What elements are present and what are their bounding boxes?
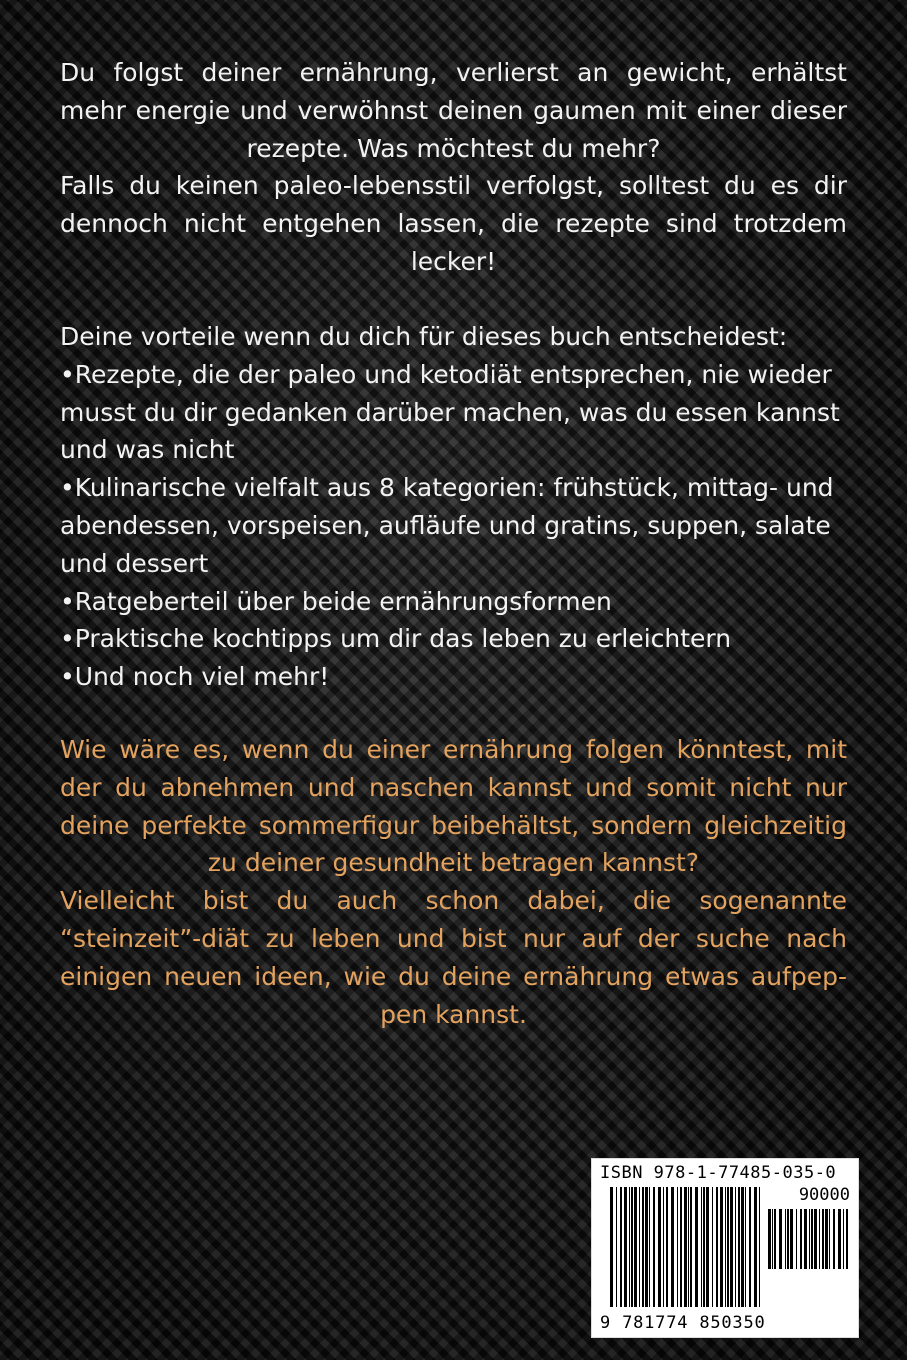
barcode-bar <box>833 1209 835 1269</box>
benefit-item: • Ratgeberteil über beide ernährungsformen <box>60 583 847 621</box>
price-barcode-bars <box>768 1209 848 1269</box>
barcode-bar <box>785 1209 786 1269</box>
barcode-bar <box>712 1187 713 1307</box>
benefits-heading: Deine vorteile wenn du dich für dieses buch entscheidest: <box>60 322 788 351</box>
outro-paragraph-1: Wie wäre es, wenn du einer ernährung folgen könntest, mit der du abnehmen und naschen kannst und somit nicht nur deine perfekte sommerfigur beibehältst, sondern gleichzeitig zu deiner gesundheit betragen kannst? <box>60 735 847 878</box>
barcode-bar <box>695 1187 698 1307</box>
barcode-bar <box>825 1209 828 1269</box>
barcode-bar <box>822 1209 824 1269</box>
barcode-bar <box>690 1187 692 1307</box>
barcode-bar <box>701 1187 702 1307</box>
barcode-bar <box>787 1209 789 1269</box>
barcode-bar <box>649 1187 650 1307</box>
barcode-bar <box>727 1187 729 1307</box>
barcode-bar <box>645 1187 648 1307</box>
barcode-bar <box>745 1187 746 1307</box>
barcode-bar <box>688 1187 689 1307</box>
barcode-bar <box>716 1187 718 1307</box>
barcode-bar <box>642 1187 644 1307</box>
barcode-bar <box>720 1187 723 1307</box>
barcode-bar <box>843 1209 844 1269</box>
barcode-bar <box>829 1209 830 1269</box>
benefit-item: • Rezepte, die der paleo und ketodiät entsprechen, nie wieder musst du dir gedanken darüber machen, was du essen kannst und was nicht <box>60 356 847 469</box>
barcode-bar <box>677 1187 678 1307</box>
price-code: 90000 <box>798 1185 850 1205</box>
barcode-bar <box>706 1187 709 1307</box>
benefit-item: • Und noch viel mehr! <box>60 658 847 696</box>
barcode-bar <box>819 1209 820 1269</box>
barcode-bar <box>703 1187 705 1307</box>
isbn-barcode <box>591 1158 859 1338</box>
barcode-bar <box>610 1187 613 1307</box>
barcode-bar <box>639 1187 640 1307</box>
barcode-bar <box>725 1187 726 1307</box>
barcode-bar <box>804 1209 807 1269</box>
barcode-bar <box>774 1209 776 1269</box>
barcode-bar <box>658 1187 661 1307</box>
barcode-bar <box>846 1209 848 1269</box>
intro-paragraph-2: Falls du keinen paleo-lebensstil verfolgst, solltest du es dir dennoch nicht entgehen lassen, die rezepte sind trotzdem lecker! <box>60 171 847 276</box>
barcode-bar <box>772 1209 773 1269</box>
isbn-number: ISBN 978-1-77485-035-0 <box>600 1163 837 1183</box>
outro-section <box>60 731 847 1033</box>
barcode-bar <box>800 1209 802 1269</box>
barcode-bar <box>735 1187 736 1307</box>
barcode-bar <box>768 1209 771 1269</box>
barcode-bar <box>809 1209 810 1269</box>
outro-paragraph-2: Vielleicht bist du auch schon dabei, die sogenannte “steinzeit”-diät zu leben und bist nur auf der suche nach einigen neuen ideen, wie du deine ernährung etwas aufpep-pen kannst. <box>60 886 847 1029</box>
barcode-bar <box>624 1187 627 1307</box>
intro-section <box>60 54 847 281</box>
barcode-bar <box>631 1187 633 1307</box>
barcode-bar <box>759 1187 760 1307</box>
barcode-bar <box>671 1187 674 1307</box>
barcode-bar <box>730 1187 733 1307</box>
barcode-bar <box>741 1187 744 1307</box>
ean-digits: 9 781774 850350 <box>600 1313 766 1333</box>
barcode-bar <box>754 1187 757 1307</box>
barcode-bar <box>738 1187 740 1307</box>
barcode-bar <box>779 1209 782 1269</box>
barcode-bar <box>653 1187 655 1307</box>
barcode-bar <box>616 1187 617 1307</box>
barcode-bar <box>814 1209 817 1269</box>
barcode-bar <box>666 1187 668 1307</box>
barcode-bar <box>634 1187 637 1307</box>
benefits-section <box>60 318 847 696</box>
benefit-item: • Kulinarische vielfalt aus 8 kategorien: frühstück, mittag- und abendessen, vorspeisen, aufläufe und gratins, suppen, salate und dessert <box>60 469 847 582</box>
barcode-bar <box>811 1209 813 1269</box>
intro-paragraph-1: Du folgst deiner ernährung, verlierst an gewicht, erhältst mehr energie und verwöhnst deinen gaumen mit einer dieser rezepte. Was möchtest du mehr? <box>60 58 847 163</box>
barcode-bar <box>680 1187 682 1307</box>
barcode-bar <box>629 1187 630 1307</box>
barcode-bar <box>749 1187 751 1307</box>
benefit-item: • Praktische kochtipps um dir das leben zu erleichtern <box>60 620 847 658</box>
barcode-bar <box>790 1209 793 1269</box>
barcode-bar <box>620 1187 622 1307</box>
barcode-bar <box>796 1209 797 1269</box>
barcode-bars <box>610 1187 760 1307</box>
barcode-bar <box>663 1187 664 1307</box>
barcode-bar <box>684 1187 687 1307</box>
barcode-bar <box>838 1209 841 1269</box>
